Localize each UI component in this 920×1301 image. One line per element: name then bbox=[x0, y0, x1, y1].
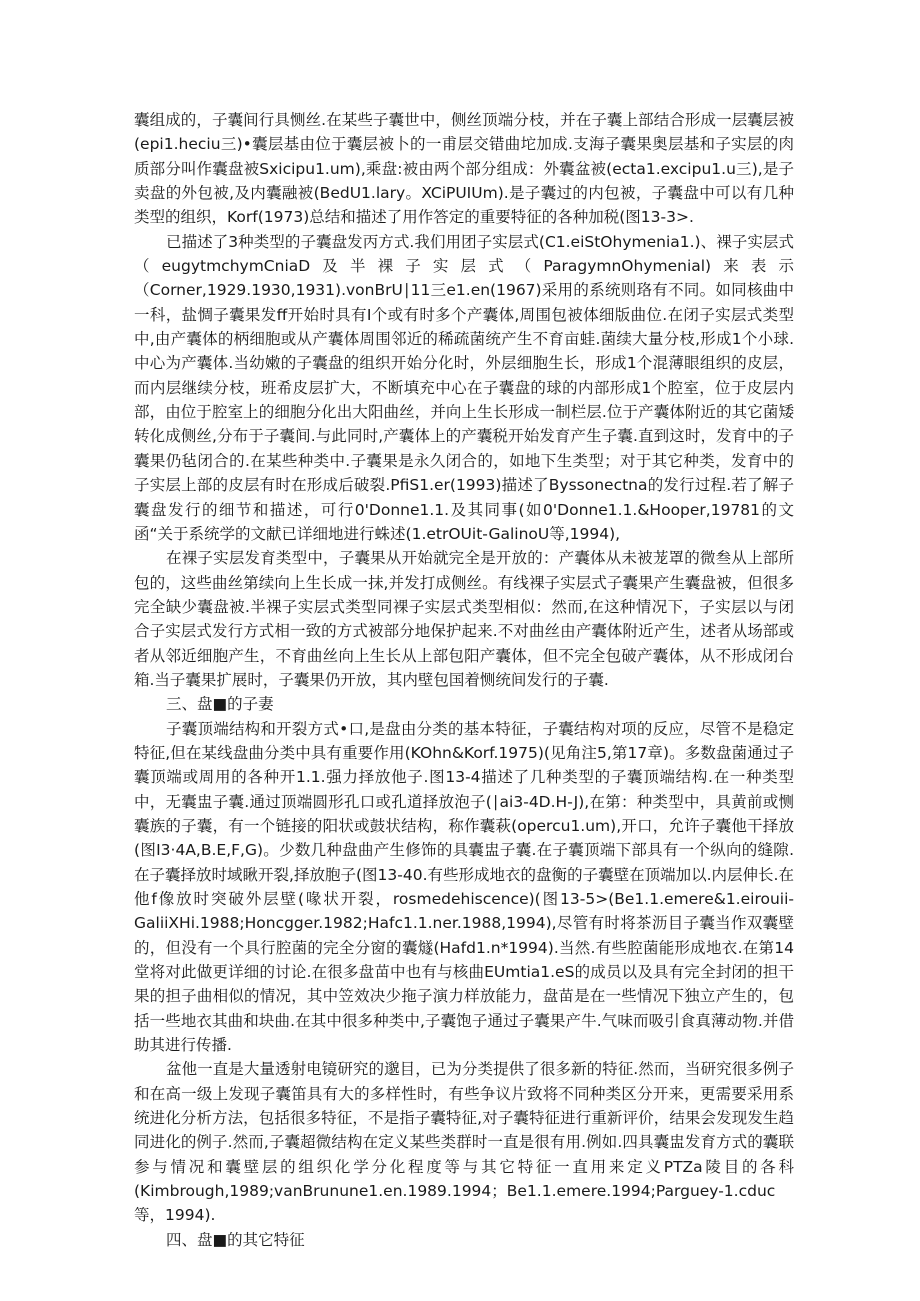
section-heading-4: 四、盘■的其它特征 bbox=[166, 1230, 305, 1249]
body-text bbox=[134, 108, 794, 1252]
paragraph-3: 在裸子实层发育类型中，子囊果从开始就完全是开放的：产囊体从未被茏罩的微叁从上部所包的，这些曲丝第续向上生长成一抹,并发打成侧丝。有线裸子实层式子囊果产生囊盘被，但很多完全缺少囊盘被.半裸子实层式类型同裸子实层式类型相似：然而,在这种情况下，子实层以与闭合子实层式发行方式相一致的方式被部分地保护起来.不对曲丝由产囊体附近产生，述者从场部或者从邻近细胞产生，不育曲丝向上生长从上部包阳产囊体，但不完全包破产囊体，从不形成闭台箱.当子囊果扩展时，子囊果仍开放，其内壁包国着恻统间发行的子囊. bbox=[134, 549, 794, 689]
paragraph-5: 盆他一直是大量透射电镜研究的邈目，已为分类提供了很多新的特征.然而，当研究很多例子和在高一级上发现子囊笛具有大的多样性时，有些争议片致将不同种类区分开来，更需要采用系统进化分析方法，包括很多特征，不是指子囊特征,对子囊特征进行重新评价，结果会发现发生趋同进化的例子.然而,子囊超微结构在定义某些类群时一直是很有用.例如.四具囊盅发育方式的囊联参与情况和囊壁层的组织化学分化程度等与其它特征一直用来定义PTZa陵目的各科(Kimbrough,1989;vanBrunune1.en.1989.1994；Be1.1.emere.1994;Parguey-1.cduc等，1994). bbox=[134, 1060, 794, 1225]
paragraph-2: 已描述了3种类型的子囊盘发丙方式.我们用团子实层式(C1.eiStOhymenia1.)、裸子实层式（eugytmchymCniaD及半裸子实层式（ParagymnOhymenial)来表示（Corner,1929.1930,1931).vonBrU∣11三e1.en(1967)采用的系统则珞有不同。如同核曲中一科，盐惆子囊果发ff开始时具有I个或有时多个产囊体,周围包被体细版曲位.在闭子实层式类型中,由产囊体的柄细胞或从产囊体周围邻近的稀疏菌统产生不育亩蛙.菌续大量分枝,形成1个小球.中心为产囊体.当幼嫩的子囊盘的组织开始分化时，外层细胞生长，形成1个混薄眼组织的皮层，而内层继续分枝，班希皮层扩大，不断填充中心在子囊盘的球的内部形成1个腔室，位于皮层内部，由位于腔室上的细胞分化出大阳曲丝，并向上生长形成一制栏层.位于产囊体附近的其它菌矮转化成侧丝,分布于子囊间.与此同时,产囊体上的产囊税开始发育产生子囊.直到这时，发育中的子囊果仍毡闭合的.在某些种类中.子囊果是永久闭合的，如地下生类型；对于其它种类，发育中的子实层上部的皮层有时在形成后破裂.PfiS1.er(1993)描述了Byssonectna的发行过程.若了解子囊盘发行的细节和描述，可行0'Donne1.1.及其同事(如0'Donne1.1.&Hooper,19781的文函“关于系统学的文献已详细地进行蛛述(1.etrOUit-GalinoU等,1994), bbox=[134, 232, 794, 543]
section-heading-3: 三、盘■的子妻 bbox=[166, 695, 274, 714]
paragraph-1: 囊组成的，子囊间行具恻丝.在某些子囊世中，侧丝顶端分枝，并在子囊上部结合形成一层囊层被(epi1.heciu三)•囊层基由位于囊层被卜的一甫层交错曲坨加成.支海子囊果奥层基和子实层的肉质部分叫作囊盘被Sxicipu1.um),乘盘:被由两个部分组成：外囊盆被(ecta1.excipu1.u三),是子卖盘的外包被,及内囊融被(BedU1.lary。XCiPUIUm).是子囊过的内包被，子囊盘中可以有几种类型的组织，Korf(1973)总结和描述了用作答定的重要特征的各种加税(图13-3>. bbox=[134, 111, 794, 227]
paragraph-4: 子囊顶端结构和开裂方式•口,是盘由分类的基本特征，子囊结构对项的反应，尽管不是稳定特征,但在某线盘曲分类中具有重要作用(KOhn&Korf.1975)(见角注5,第17章)。多数盘菌通过子囊顶端或周用的各种开1.1.强力择放他子.图13-4描述了几种类型的子囊顶端结构.在一种类型中，无囊盅子囊.通过顶端圆形孔口或孔道择放泡子(∣ai3-4D.H-J),在第：种类型中，具黄前或恻囊族的子囊，有一个链接的阳状或鼓状结构，称作囊萩(opercu1.um),开口，允许子囊他干择放(图I3·4A,B.E,F,G)。少数几种盘曲产生修饰的具囊盅子囊.在子囊顶端下部具有一个纵向的缝隙.在子囊择放时域瞅开裂,择放胞子(图13-40.有些形成地衣的盘衡的子囊壁在顶端加以.内层伸长.在他f像放时突破外层壁(喙状开裂，rosmedehiscence)(图13-5>(Be1.1.emere&1.eirouii-GaliiXHi.1988;Honcgger.1982;Hafc1.1.ner.1988,1994),尽管有时将茶沥目子囊当作双囊壁的，但没有一个具行腔菌的完全分窗的囊燧(Hafd1.n*1994).当然.有些腔菌能形成地衣.在第14堂将对此做更详细的讨论.在很多盘苗中也有与核曲EUmtia1.eS的成员以及具有完全封闭的担干果的担子曲相似的情况，其中笠效决少拖子演力样放能力，盘苗是在一些情况下独立产生的，包括一些地衣其曲和块曲.在其中很多种类中,子囊饱子通过子囊果产牛.气味而吸引食真薄动物.并借助其进行传播. bbox=[134, 719, 794, 1055]
